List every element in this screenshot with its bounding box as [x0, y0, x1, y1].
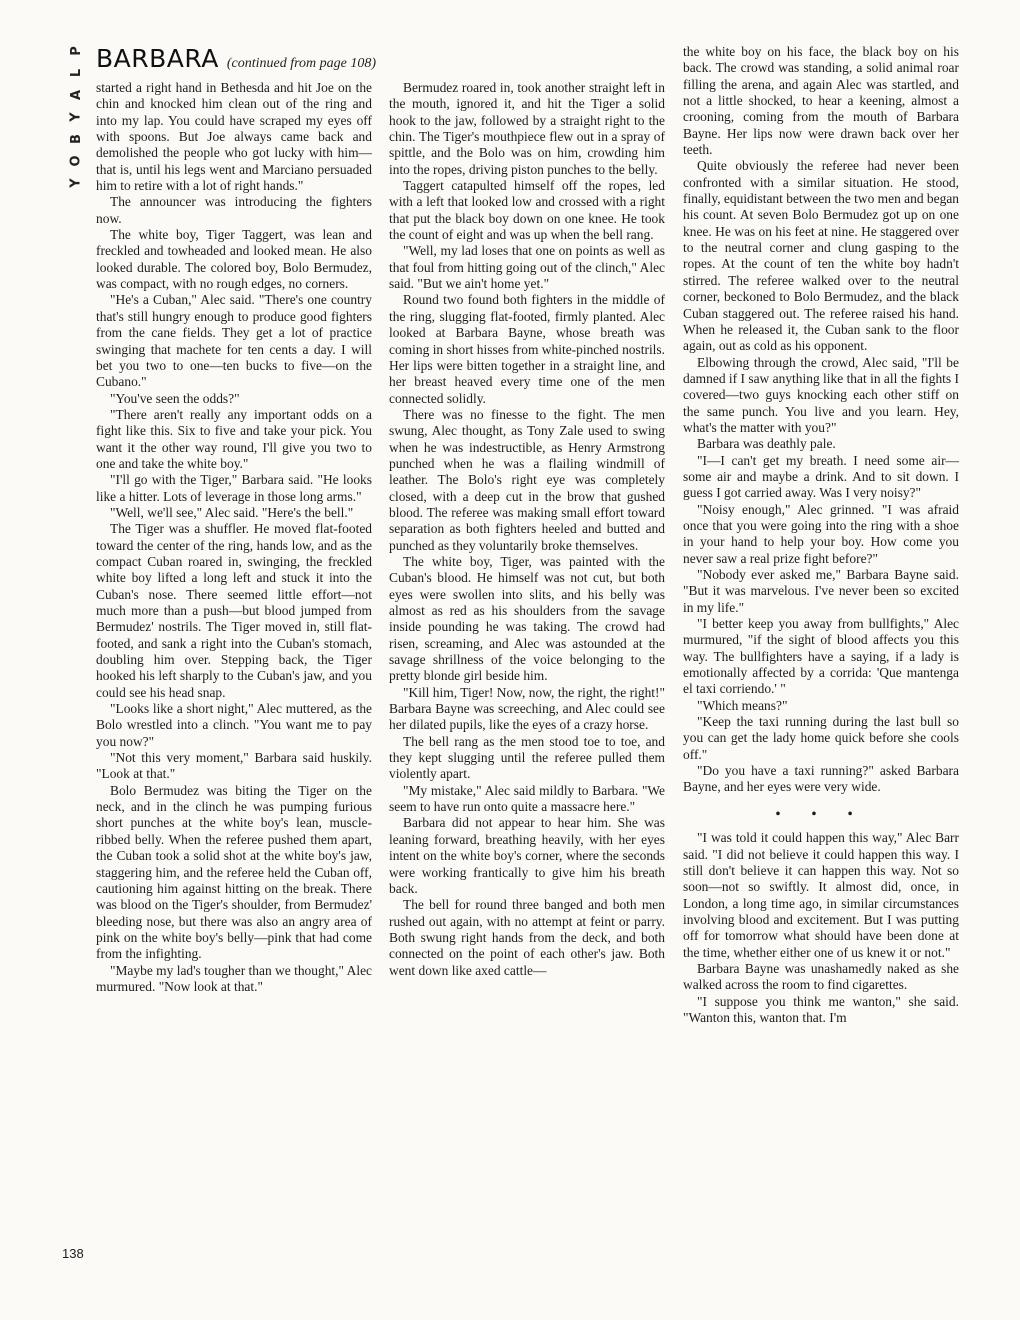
paragraph: The bell rang as the men stood toe to toe, and they kept slugging until the referee pulled them violently apart. — [389, 733, 665, 782]
paragraph: Quite obviously the referee had never been confronted with a similar situation. He stood, finally, equidistant between the two men and began his count. At seven Bolo Bermudez got up on one knee. He was on his feet at nine. He staggered over to the neutral corner and clung gasping to the ropes. At the count of ten the white boy hadn't stirred. The referee walked over to the neutral corner, beckoned to Bolo Bermudez, and the black Cuban staggered out. The referee raised his hand. When he released it, the Cuban sank to the floor again, out as cold as his opponent. — [683, 158, 960, 354]
continued-note: (continued from page 108) — [226, 56, 377, 71]
paragraph: "Kill him, Tiger! Now, now, the right, the right!" Barbara Bayne was screeching, and Alec could see her dilated pupils, like the eyes of a crazy horse. — [389, 684, 665, 733]
paragraph: "Which means?" — [697, 697, 788, 713]
masthead-letter: L — [68, 68, 84, 78]
paragraph: Elbowing through the crowd, Alec said, "I'll be damned if I saw anything like that in all the fights I covered—two guys knocking each other stiff on the same punch. You live and you learn. Hey, what's the matter with you?" — [683, 354, 959, 435]
paragraph: There was no finesse to the fight. The men swung, Alec thought, as Tony Zale used to swing when he was indestructible, as Henry Armstrong punched when he was a flailing windmill of leather. The Bolo's right eye was completely closed, with a deep cut in the brow that gushed blood. The referee was making small effort toward separation as both fighters heeled and butted and punched as they voluntarily broke themselves. — [389, 406, 665, 553]
paragraph: "I—I can't get my breath. I need some air—some air and maybe a drink. And to sit down. I guess I got carried away. Was I very noisy?" — [683, 452, 959, 501]
article-header — [96, 44, 376, 73]
paragraph: "He's a Cuban," Alec said. "There's one country that's still hungry enough to produce good fighters from the cane fields. They get a lot of practice swinging that machete for ten cents a day. I will bet you two to one—ten bucks to five—on the Cubano." — [96, 292, 372, 390]
paragraph: The white boy, Tiger, was painted with the Cuban's blood. He himself was not cut, but both eyes were swollen into slits, and his belly was almost as red as his shoulders from the savage inside pounding he was taking. The crowd had risen, screaming, and Alec was astounded at the savage shrillness of the voice belonging to the pretty blonde girl beside him. — [389, 553, 665, 684]
text-column-2 — [389, 80, 665, 979]
paragraph: "My mistake," Alec said mildly to Barbara. "We seem to have run onto quite a massacre here." — [389, 782, 665, 815]
paragraph: "Not this very moment," Barbara said huskily. "Look at that." — [96, 750, 372, 782]
paragraph: Barbara did not appear to hear him. She was leaning forward, breathing heavily, with her eyes intent on the white boy's corner, where the seconds were working frantically to give him his breath back. — [389, 815, 665, 896]
masthead-letter: B — [68, 134, 84, 144]
paragraph: The white boy, Tiger Taggert, was lean and freckled and towheaded and looked mean. He also looked durable. The colored boy, Bolo Bermudez, was compact, with no rough edges, no corners. — [96, 227, 372, 292]
paragraph: "I was told it could happen this way," Alec Barr said. "I did not believe it could happen this way. I still don't believe it can happen this way. Not so soon—not so swiftly. It almost did, once, in London, a long time ago, in similar circumstances involving blood and excitement. But I was putting off for tomorrow what should have been done at the time, whether either one of us knew it or not." — [683, 830, 959, 960]
paragraph: "You've seen the odds?" — [110, 390, 240, 406]
paragraph: "I'll go with the Tiger," Barbara said. "He looks like a hitter. Lots of leverage in those long arms." — [96, 472, 372, 504]
masthead — [62, 40, 92, 194]
paragraph: The Tiger was a shuffler. He moved flat-footed toward the center of the ring, hands low, and as the compact Cuban roared in, swinging, the freckled white boy lifted a long left and stuck it into the Cuban's nose. There seemed little effort—not much more than a push—but blood jumped from Bermudez' nostrils. The Tiger moved in, still flat-footed, and sank a right into the Cuban's stomach, doubling him over. Stepping back, the Tiger hooked his left sharply to the Cuban's jaw, and you could see his head snap. — [96, 521, 372, 700]
paragraph: The bell for round three banged and both men rushed out again, with no attempt at feint or parry. Both swung right hands from the deck, and both connected on the point of each other's jaw. Both went down like axed cattle— — [389, 897, 665, 978]
paragraph: "Keep the taxi running during the last bull so you can get the lady home quick before she cools off." — [683, 714, 959, 762]
paragraph: Barbara was deathly pale. — [697, 436, 836, 452]
masthead-letter: Y — [68, 112, 84, 122]
text-column-3 — [683, 44, 959, 1026]
paragraph: Taggert catapulted himself off the ropes, led with a left that looked low and crossed with a right that put the black boy down on one knee. He took the count of eight and was up when the bell rang. — [389, 178, 665, 243]
masthead-letter: Y — [68, 178, 84, 188]
masthead-letter: A — [69, 89, 84, 101]
paragraph: "I suppose you think me wanton," she said. "Wanton this, wanton that. I'm — [683, 993, 959, 1025]
text-column-1 — [96, 80, 372, 995]
paragraph: "I better keep you away from bullfights," Alec murmured, "if the sight of blood affects you this way. The bullfighters have a saying, if a lady is emotionally affected by a corrida: 'Que mantenga el taxi corriendo.' " — [683, 616, 959, 697]
paragraph: "Maybe my lad's tougher than we thought," Alec murmured. "Now look at that." — [96, 962, 372, 994]
article-title: BARBARA — [96, 44, 219, 73]
page-number: 138 — [62, 1246, 84, 1261]
masthead-letter: O — [69, 155, 84, 167]
paragraph: "Nobody ever asked me," Barbara Bayne said. "But it was marvelous. I've never been so excited in my life." — [683, 567, 959, 615]
paragraph: "Do you have a taxi running?" asked Barbara Bayne, and her eyes were very wide. — [683, 763, 959, 795]
masthead-letter: P — [69, 46, 84, 56]
paragraph: "Well, we'll see," Alec said. "Here's the bell." — [110, 504, 354, 520]
paragraph: Bermudez roared in, took another straight left in the mouth, ignored it, and hit the Tiger a solid hook to the jaw, followed by a straight right to the chin. The Tiger's mouthpiece flew out in a spray of spittle, and the Bolo was on him, crowding him into the ropes, driving piston punches to the belly. — [389, 80, 665, 177]
paragraph: The announcer was introducing the fighters now. — [96, 194, 372, 226]
paragraph: Round two found both fighters in the middle of the ring, slugging flat-footed, firmly planted. Alec looked at Barbara Bayne, whose breath was coming in short hisses from white-pinched nostrils. Her lips were bitten together in a straight line, and her breast heaved every time one of the men connected solidly. — [389, 292, 665, 406]
paragraph: Bolo Bermudez was biting the Tiger on the neck, and in the clinch he was pumping furious short punches at the white boy's lean, muscle-ribbed belly. When the referee pushed them apart, the Cuban took a solid shot at the white boy's jaw, staggering him, and the referee held the Cuban off, cautioning him against hitting on the break. There was blood on the Tiger's shoulder, from Bermudez' bleeding nose, but there was also an angry area of pink on the white boy's belly—pink that had come from the infighting. — [96, 782, 372, 962]
paragraph: "There aren't really any important odds on a fight like this. Six to five and take your pick. You want it the other way round, I'll give you two to one and take the white boy." — [96, 406, 372, 471]
paragraph: "Looks like a short night," Alec muttered, as the Bolo wrestled into a clinch. "You want me to pay you now?" — [96, 701, 372, 749]
paragraph: "Well, my lad loses that one on points as well as that foul from hitting going out of the clinch," Alec said. "But we ain't home yet." — [389, 243, 665, 292]
paragraph: Barbara Bayne was unashamedly naked as she walked across the room to find cigarettes. — [683, 960, 959, 993]
paragraph: started a right hand in Bethesda and hit Joe on the chin and knocked him clean out of the ring and into my lap. You could have scraped my eyes off with spoons. But Joe always came back and demolished the people who got lucky with him—that is, until his legs went and Marciano persuaded him to retire with a lot of right hands." — [96, 80, 372, 194]
paragraph: "Noisy enough," Alec grinned. "I was afraid once that you were going into the ring with a shoe in your hand to help your boy. How come you never saw a real prize fight before?" — [683, 501, 959, 566]
section-break: • • • — [775, 805, 867, 821]
paragraph: the white boy on his face, the black boy on his back. The crowd was standing, a solid animal roar filling the arena, and again Alec was startled, and not a little shocked, to hear a keening, almost a crooning, coming from the mouth of Barbara Bayne. Her lips now were drawn back over her teeth. — [683, 44, 959, 158]
